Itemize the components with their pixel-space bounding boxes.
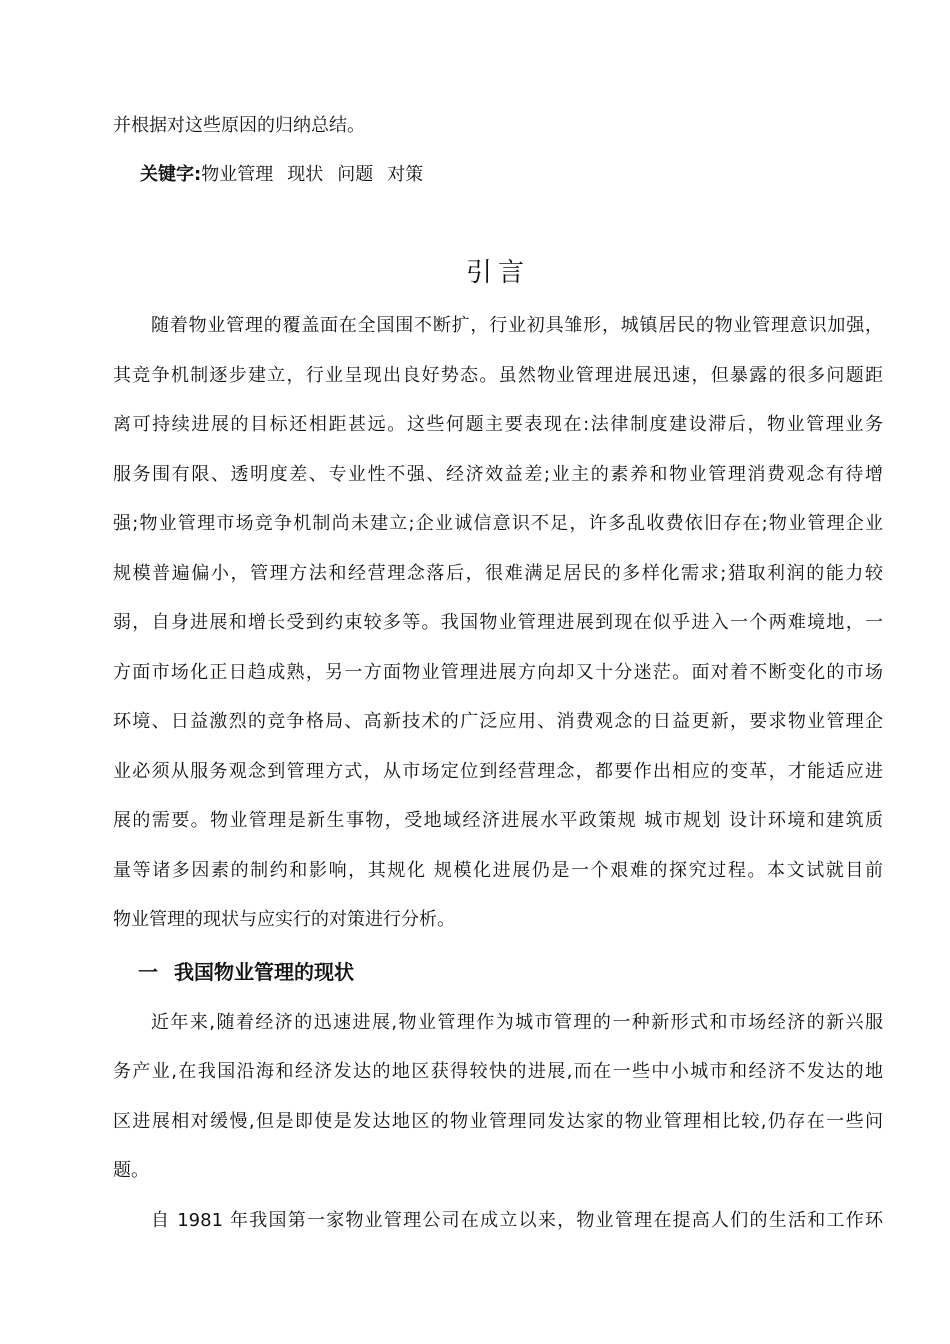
intro-heading: 引言 (465, 258, 530, 288)
keywords-label: 关键字: (140, 164, 202, 185)
intro-line: 展的需要。物业管理是新生事物，受地域经济进展水平政策规 城市规划 设计环境和建筑质 (113, 810, 883, 831)
intro-line: 强;物业管理市场竞争机制尚未建立;企业诚信意识不足，许多乱收费依旧存在;物业管理企业 (113, 513, 883, 534)
section-title: 我国物业管理的现状 (174, 960, 354, 984)
intro-line: 业必须从服务观念到管理方式，从市场定位到经营理念，都要作出相应的变革，才能适应进 (113, 761, 883, 782)
intro-line: 量等诸多因素的制约和影响，其规化 规模化进展仍是一个艰难的探究过程。本文试就目前 (113, 860, 883, 881)
top-line: 并根据对这些原因的归纳总结。 (113, 115, 365, 136)
section-line: 自 1981 年我国第一家物业管理公司在成立以来，物业管理在提高人们的生活和工作环 (151, 1210, 883, 1231)
intro-line: 环境、日益激烈的竞争格局、高新技术的广泛应用、消费观念的日益更新，要求物业管理企 (113, 711, 883, 732)
intro-line: 离可持续进展的目标还相距甚远。这些何题主要表现在:法律制度建设滞后，物业管理业务 (113, 414, 883, 435)
intro-line: 弱，自身进展和增长受到约束较多等。我国物业管理进展到现在似乎进入一个两难境地，一 (113, 612, 883, 633)
section-heading (138, 959, 354, 985)
keyword-item: 物业管理 (201, 164, 274, 185)
keyword-item: 问题 (337, 164, 374, 185)
intro-line: 随着物业管理的覆盖面在全国围不断扩，行业初具雏形，城镇居民的物业管理意识加强， (151, 315, 883, 336)
section-number: 一 (138, 960, 158, 984)
intro-line: 服务围有限、透明度差、专业性不强、经济效益差;业主的素养和物业管理消费观念有待增 (113, 464, 883, 485)
section-line: 题。 (113, 1160, 149, 1181)
intro-line: 其竞争机制逐步建立，行业呈现出良好势态。虽然物业管理进展迅速，但暴露的很多问题距 (113, 365, 883, 386)
section-line: 务产业,在我国沿海和经济发达的地区获得较快的进展,而在一些中小城市和经济不发达的地 (113, 1061, 883, 1082)
keyword-item: 现状 (287, 164, 324, 185)
intro-line: 物业管理的现状与应实行的对策进行分析。 (113, 909, 455, 930)
section-line: 近年来,随着经济的迅速进展,物业管理作为城市管理的一种新形式和市场经济的新兴服 (151, 1012, 883, 1033)
section-line: 区进展相对缓慢,但是即使是发达地区的物业管理同发达家的物业管理相比较,仍存在一些问 (113, 1111, 883, 1132)
keyword-item: 对策 (387, 164, 424, 185)
keywords-line (140, 163, 423, 187)
intro-line: 方面市场化正日趋成熟，另一方面物业管理进展方向却又十分迷茫。面对着不断变化的市场 (113, 662, 883, 683)
intro-line: 规模普遍偏小，管理方法和经营理念落后，很难满足居民的多样化需求;猎取利润的能力较 (113, 563, 883, 584)
